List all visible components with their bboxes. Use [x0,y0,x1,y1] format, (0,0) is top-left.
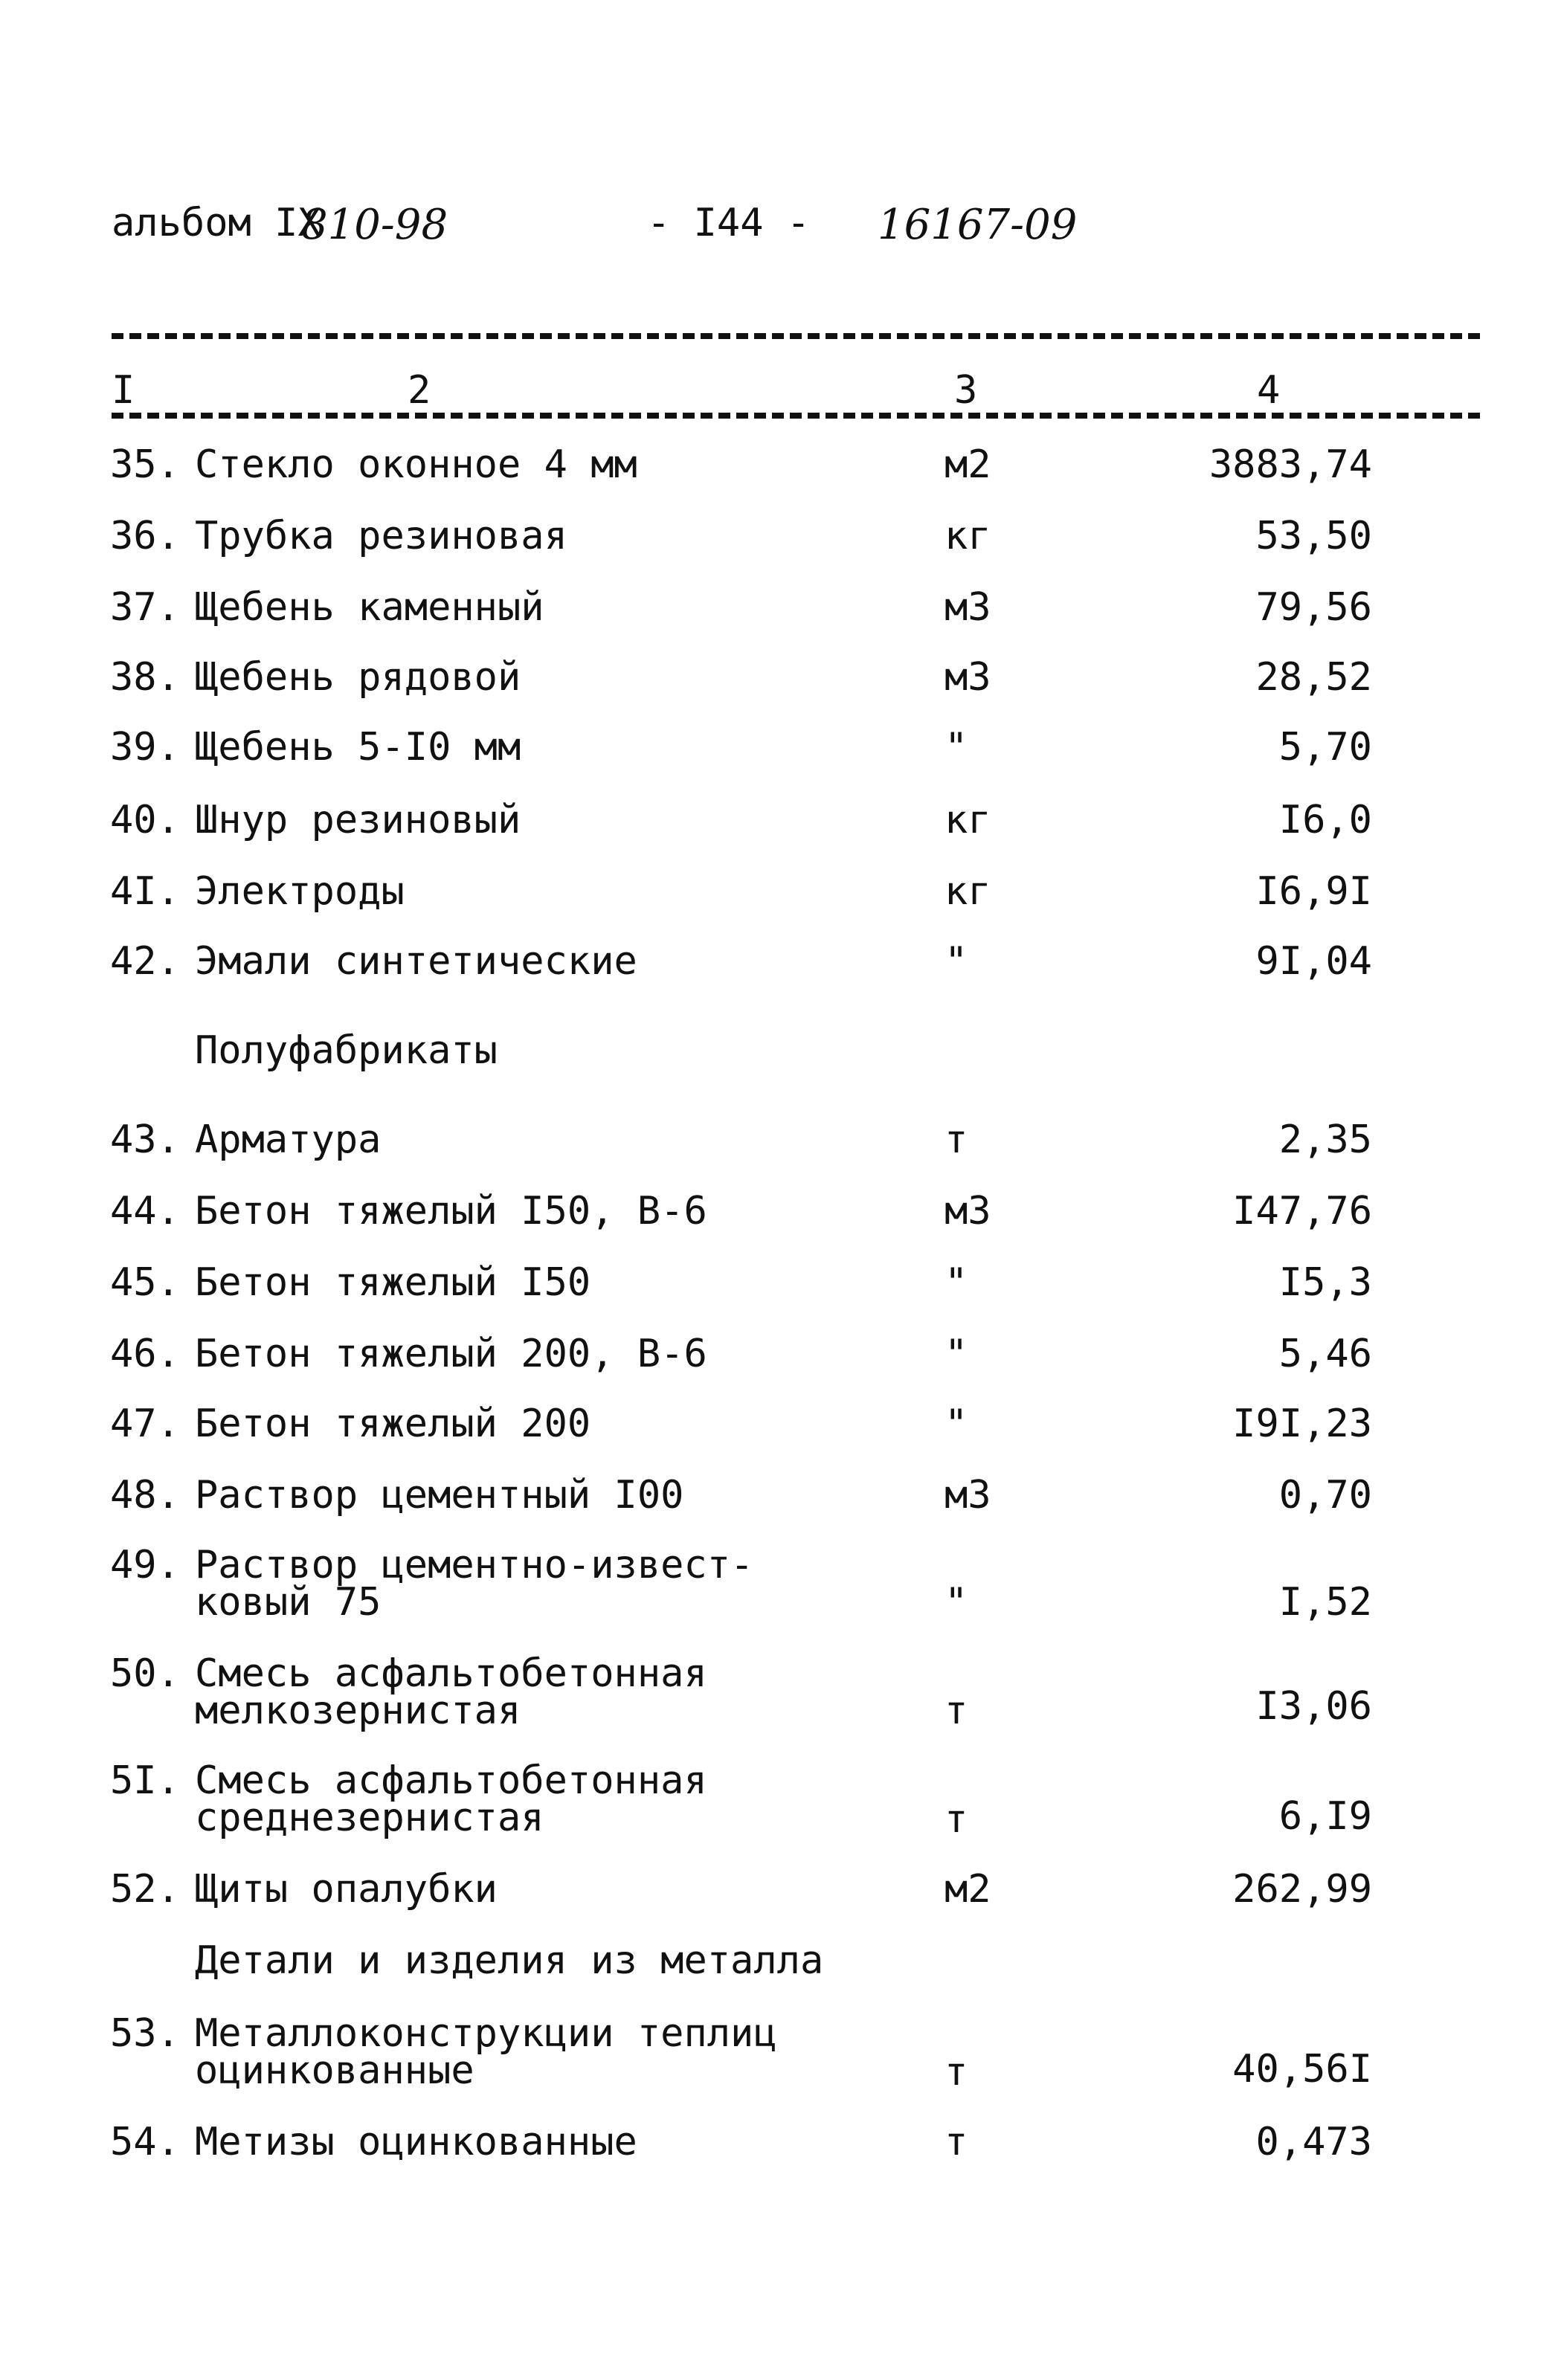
row-quantity: I6,0 [1278,798,1372,842]
row-number: 45. [110,1260,180,1305]
row-name: Смесь асфальтобетонная среднезернистая [195,1758,707,1840]
row-quantity: 0,473 [1255,2120,1372,2164]
row-number: 37. [110,585,180,630]
row-quantity: 9I,04 [1255,939,1372,984]
row-name: Бетон тяжелый 200 [195,1402,591,1446]
row-unit: м3 [944,585,991,630]
row-quantity: 53,50 [1255,514,1372,558]
row-number: 49. [110,1543,180,1587]
row-name: Раствор цементный I00 [195,1473,684,1518]
page-header [112,201,1450,268]
row-number: 53. [110,2011,180,2056]
row-name: Щебень рядовой [195,655,521,700]
row-number: 40. [110,798,180,842]
section-heading-semifinished: Полуфабрикаты [195,1028,498,1073]
row-unit: " [944,1580,968,1625]
row-quantity: 3883,74 [1209,442,1372,487]
row-number: 39. [110,725,180,770]
column-number-4: 4 [1257,368,1281,413]
row-unit: кг [944,798,991,842]
row-quantity: 0,70 [1278,1473,1372,1518]
top-dashed-rule [112,333,1480,339]
row-name: Бетон тяжелый 200, В-6 [195,1332,707,1376]
row-unit: " [944,1402,968,1446]
row-number: 47. [110,1402,180,1446]
row-name: Смесь асфальтобетонная мелкозернистая [195,1651,707,1733]
row-name: Стекло оконное 4 мм [195,442,637,487]
row-number: 46. [110,1332,180,1376]
row-quantity: 6,I9 [1278,1794,1372,1839]
row-unit: м3 [944,1473,991,1518]
row-number: 38. [110,655,180,700]
row-number: 36. [110,514,180,558]
row-name: Электроды [195,869,405,914]
column-number-2: 2 [408,368,431,413]
row-unit: м2 [944,442,991,487]
row-number: 48. [110,1473,180,1518]
document-number: 16167-09 [878,201,1078,249]
row-name: Щиты опалубки [195,1867,498,1912]
row-quantity: I6,9I [1255,869,1372,914]
row-unit: т [944,2120,968,2164]
row-name: Щебень 5-I0 мм [195,725,521,770]
row-quantity: 28,52 [1255,655,1372,700]
row-unit: т [944,1689,968,1733]
row-unit: " [944,1260,968,1305]
row-name: Трубка резиновая [195,514,567,558]
row-unit: т [944,1118,968,1162]
row-name: Раствор цементно-извест- ковый 75 [195,1543,754,1625]
row-unit: м2 [944,1867,991,1912]
row-quantity: 262,99 [1232,1867,1372,1912]
column-number-3: 3 [954,368,978,413]
row-number: 35. [110,442,180,487]
row-unit: кг [944,869,991,914]
row-number: 44. [110,1189,180,1233]
section-heading-metal-parts: Детали и изделия из металла [195,1938,824,1983]
row-number: 4I. [110,869,180,914]
row-quantity: 5,70 [1278,725,1372,770]
row-name: Эмали синтетические [195,939,637,984]
column-number-1: I [112,368,135,413]
row-quantity: I47,76 [1232,1189,1372,1233]
row-quantity: 2,35 [1278,1118,1372,1162]
row-name: Шнур резиновый [195,798,521,842]
row-quantity: I5,3 [1278,1260,1372,1305]
row-number: 42. [110,939,180,984]
page-number: - I44 - [647,201,811,245]
row-unit: т [944,2050,968,2094]
row-unit: кг [944,514,991,558]
row-quantity: I9I,23 [1232,1402,1372,1446]
row-name: Металлоконструкции теплиц оцинкованные [195,2011,777,2093]
row-name: Бетон тяжелый I50 [195,1260,591,1305]
row-quantity: 79,56 [1255,585,1372,630]
row-quantity: I,52 [1278,1580,1372,1625]
row-name: Бетон тяжелый I50, В-6 [195,1189,707,1233]
row-number: 43. [110,1118,180,1162]
row-unit: м3 [944,1189,991,1233]
row-unit: " [944,1332,968,1376]
row-unit: т [944,1797,968,1842]
row-quantity: 40,56I [1232,2047,1372,2092]
row-name: Метизы оцинкованные [195,2120,637,2164]
row-unit: " [944,725,968,770]
row-number: 50. [110,1651,180,1696]
column-number-row [0,368,1564,413]
row-quantity: 5,46 [1278,1332,1372,1376]
column-dashed-rule [112,413,1480,419]
row-unit: м3 [944,655,991,700]
row-number: 5I. [110,1758,180,1803]
album-handwritten-note: 810-98 [301,201,448,249]
row-number: 54. [110,2120,180,2164]
row-number: 52. [110,1867,180,1912]
row-quantity: I3,06 [1255,1684,1372,1729]
row-name: Арматура [195,1118,382,1162]
row-name: Щебень каменный [195,585,544,630]
album-label: альбом IX [112,201,321,245]
row-unit: " [944,939,968,984]
